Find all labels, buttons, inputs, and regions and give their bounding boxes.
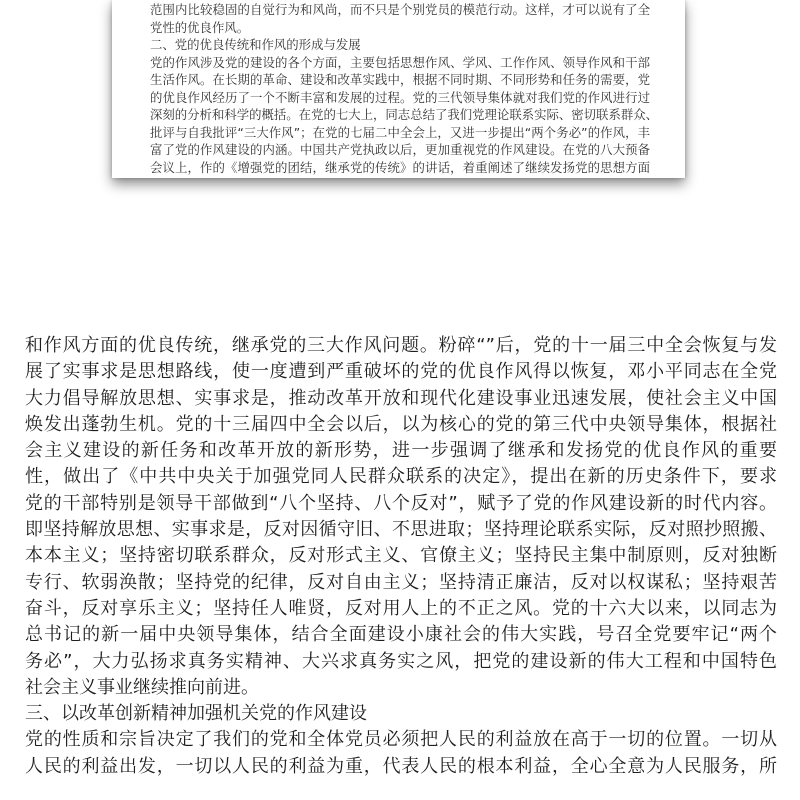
preview-line: 生活作风。在长期的革命、建设和改革实践中，根据不同时期、不同形势和任务的需要，党 bbox=[150, 72, 650, 87]
preview-line: 深刻的分析和科学的概括。在党的七大上，同志总结了我们党理论联系实际、密切联系群众、 bbox=[150, 107, 659, 122]
preview-line: 范围内比较稳固的自觉行为和风尚，而不只是个别党员的模范行动。这样，才可以说有了全 bbox=[150, 2, 650, 17]
body-line: 大力倡导解放思想、实事求是，推动改革开放和现代化建设事业迅速发展，使社会主义中国 bbox=[25, 387, 777, 409]
document-preview-card bbox=[112, 0, 685, 178]
preview-line: 的优良作风经历了一个不断丰富和发展的过程。党的三代领导集体就对我们党的作风进行过 bbox=[150, 89, 650, 105]
body-line: 会主义建设的新任务和改革开放的新形势，进一步强调了继承和发扬党的优良作风的重要 bbox=[25, 440, 777, 462]
body-line: 务必”，大力弘扬求真务实精神、大兴求真务实之风，把党的建设新的伟大工程和中国特色 bbox=[25, 650, 777, 672]
body-line: 本本主义；坚持密切联系群众，反对形式主义、官僚主义；坚持民主集中制原则，反对独断 bbox=[25, 545, 777, 567]
body-line: 人民的利益出发，一切以人民的利益为重，代表人民的根本利益，全心全意为人民服务，所 bbox=[25, 755, 777, 777]
body-line: 和作风方面的优良传统，继承党的三大作风问题。粉碎“”后，党的十一届三中全会恢复与发 bbox=[25, 335, 777, 356]
body-line: 专行、软弱涣散；坚持党的纪律，反对自由主义；坚持清正廉洁，反对以权谋私；坚持艰苦 bbox=[25, 571, 777, 593]
preview-line: 党的作风涉及党的建设的各个方面，主要包括思想作风、学风、工作作风、领导作风和干部 bbox=[150, 54, 650, 70]
body-text bbox=[25, 333, 777, 780]
body-line: 展了实事求是思想路线，使一度遭到严重破坏的党的优良作风得以恢复，邓小平同志在全党 bbox=[25, 361, 777, 383]
preview-line: 党性的优良作风。 bbox=[150, 19, 250, 35]
body-line: 性，做出了《中共中央关于加强党同人民群众联系的决定》，提出在新的历史条件下，要求 bbox=[25, 466, 777, 488]
section-heading: 二、党的优良传统和作风的形成与发展 bbox=[150, 37, 361, 52]
preview-line: 富了党的作风建设的内涵。中国共产党执政以后，更加重视党的作风建设。在党的八大预备 bbox=[150, 142, 650, 157]
body-line: 奋斗，反对享乐主义；坚持任人唯贤，反对用人上的不正之风。党的十六大以来，以同志为 bbox=[25, 597, 777, 619]
body-line: 焕发出蓬勃生机。党的十三届四中全会以后，以为核心的党的第三代中央领导集体，根据社 bbox=[25, 413, 777, 435]
body-line: 党的性质和宗旨决定了我们的党和全体党员必须把人民的利益放在高于一切的位置。一切从 bbox=[25, 729, 777, 751]
preview-text bbox=[150, 1, 659, 176]
body-line: 社会主义事业继续推向前进。 bbox=[25, 676, 259, 698]
body-line: 总书记的新一届中央领导集体，结合全面建设小康社会的伟大实践，号召全党要牢记“两个 bbox=[25, 624, 777, 646]
preview-line: 批评与自我批评“三大作风”；在党的七届二中全会上，又进一步提出“两个务必”的作风，丰 bbox=[150, 124, 650, 140]
section-heading: 三、以改革创新精神加强机关党的作风建设 bbox=[25, 703, 367, 725]
body-line: 即坚持解放思想、实事求是，反对因循守旧、不思进取；坚持理论联系实际，反对照抄照搬、 bbox=[25, 519, 777, 541]
body-line: 党的干部特别是领导干部做到“八个坚持、八个反对”，赋予了党的作风建设新的时代内容。 bbox=[25, 492, 777, 514]
preview-line: 会议上，作的《增强党的团结，继承党的传统》的讲话，着重阐述了继续发扬党的思想方面 bbox=[150, 159, 650, 175]
